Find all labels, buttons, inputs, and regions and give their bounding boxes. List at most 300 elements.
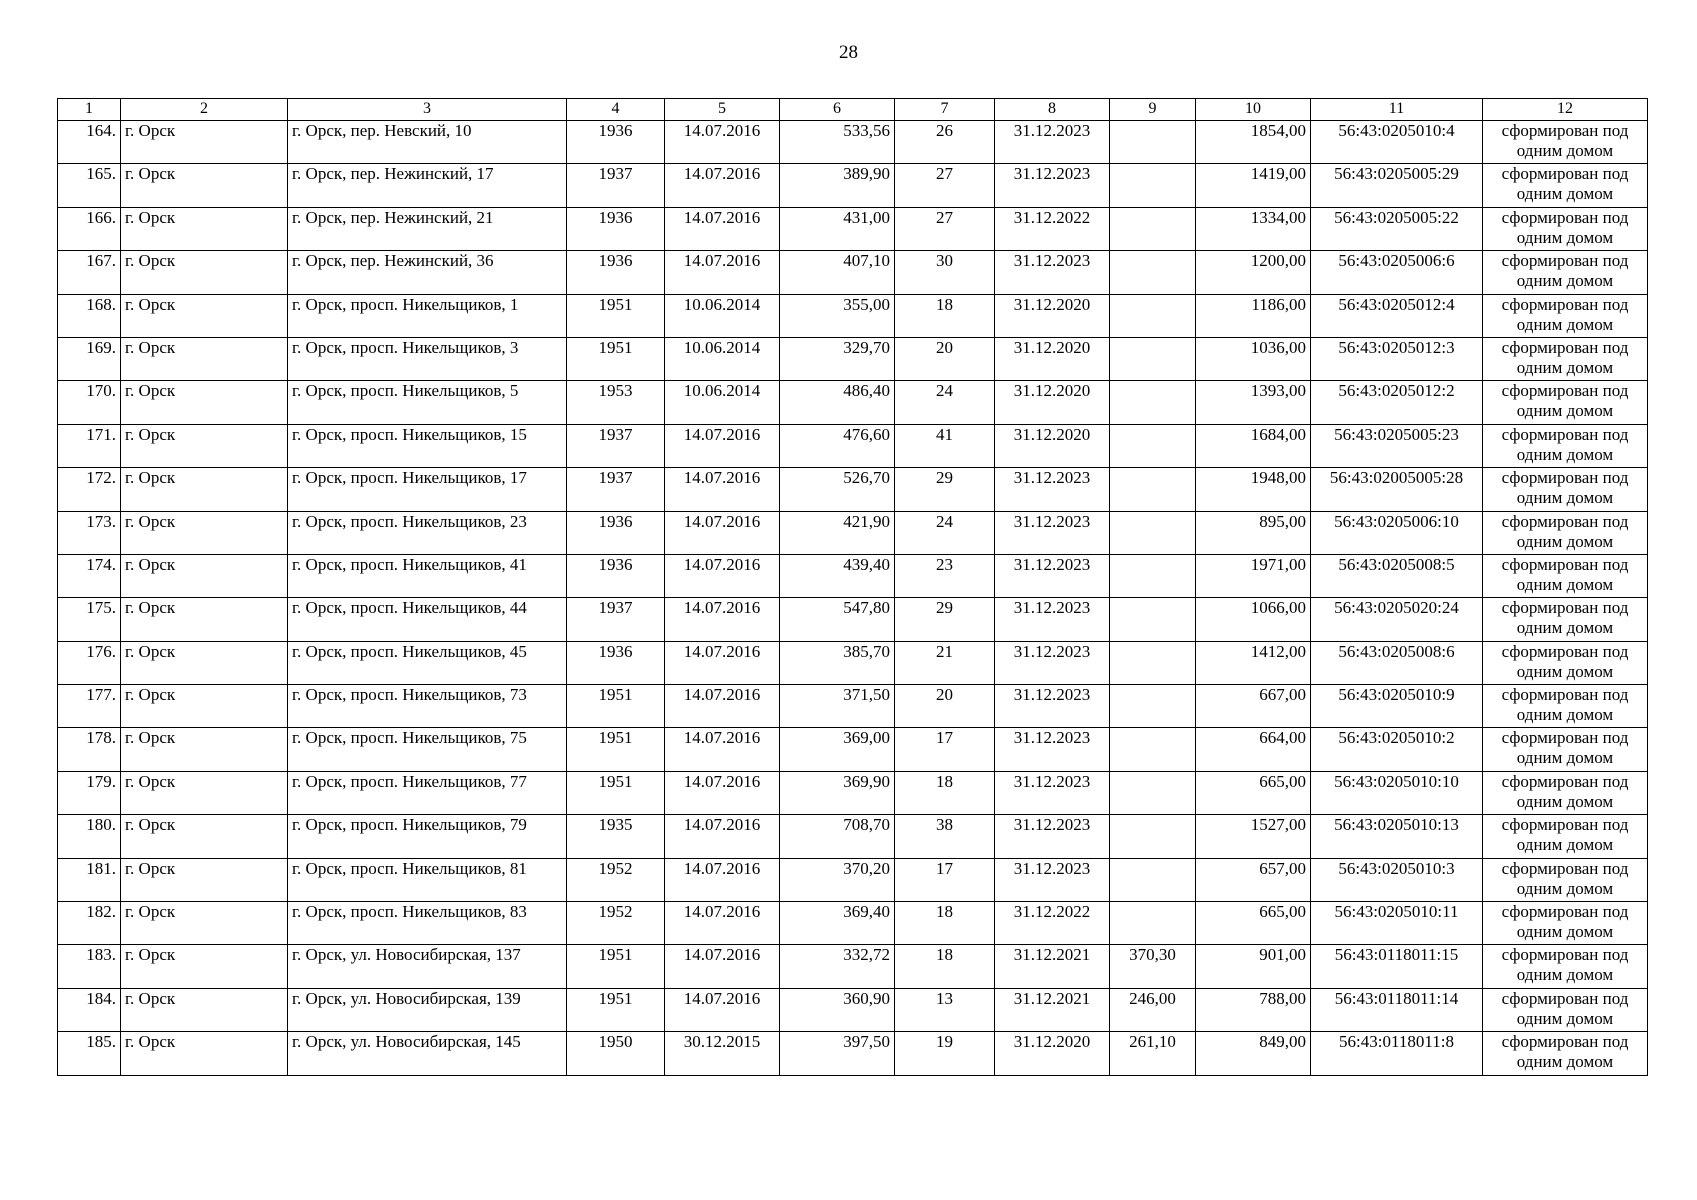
- year-cell: 1951: [567, 294, 665, 337]
- year-cell: 1953: [567, 381, 665, 424]
- column-header-3: 3: [288, 99, 567, 121]
- row-number-cell: 168.: [58, 294, 121, 337]
- year-cell: 1936: [567, 554, 665, 597]
- note-line-1: сформирован под: [1501, 468, 1629, 488]
- area-cell: 439,40: [780, 554, 895, 597]
- year-cell: 1952: [567, 902, 665, 945]
- address-cell: г. Орск, просп. Никельщиков, 5: [288, 381, 567, 424]
- note-line-2: одним домом: [1516, 1052, 1614, 1072]
- address-cell: г. Орск, пер. Нежинский, 36: [288, 251, 567, 294]
- note-line-1: сформирован под: [1501, 598, 1629, 618]
- area2-cell: [1110, 424, 1196, 467]
- year-cell: 1936: [567, 207, 665, 250]
- area2-cell: [1110, 207, 1196, 250]
- city-cell: г. Орск: [121, 858, 288, 901]
- note-line-2: одним домом: [1516, 618, 1614, 638]
- area2-cell: [1110, 121, 1196, 164]
- area-cell: 533,56: [780, 121, 895, 164]
- cadastral-number-cell: 56:43:0205010:13: [1311, 815, 1483, 858]
- area-cell: 486,40: [780, 381, 895, 424]
- table-row: [58, 771, 1648, 814]
- term-date-cell: 31.12.2023: [995, 598, 1110, 641]
- address-cell: г. Орск, ул. Новосибирская, 139: [288, 988, 567, 1031]
- count-cell: 18: [895, 771, 995, 814]
- cadastral-number-cell: 56:43:0205008:5: [1311, 554, 1483, 597]
- column-header-7: 7: [895, 99, 995, 121]
- note-cell: [1483, 988, 1648, 1031]
- row-number-cell: 178.: [58, 728, 121, 771]
- area2-cell: [1110, 598, 1196, 641]
- note-line-2: одним домом: [1516, 748, 1614, 768]
- cadastral-number-cell: 56:43:0205012:4: [1311, 294, 1483, 337]
- row-number-cell: 176.: [58, 641, 121, 684]
- term-date-cell: 31.12.2023: [995, 815, 1110, 858]
- cadastral-number-cell: 56:43:0205005:29: [1311, 164, 1483, 207]
- year-cell: 1951: [567, 988, 665, 1031]
- date-cell: 14.07.2016: [665, 554, 780, 597]
- note-line-1: сформирован под: [1501, 858, 1629, 878]
- city-cell: г. Орск: [121, 1032, 288, 1075]
- note-line-2: одним домом: [1516, 227, 1614, 247]
- count-cell: 29: [895, 468, 995, 511]
- note-line-1: сформирован под: [1501, 641, 1629, 661]
- date-cell: 14.07.2016: [665, 424, 780, 467]
- term-date-cell: 31.12.2023: [995, 641, 1110, 684]
- land-area-cell: 901,00: [1196, 945, 1311, 988]
- note-line-2: одним домом: [1516, 444, 1614, 464]
- city-cell: г. Орск: [121, 511, 288, 554]
- land-area-cell: 1334,00: [1196, 207, 1311, 250]
- term-date-cell: 31.12.2022: [995, 902, 1110, 945]
- row-number-cell: 180.: [58, 815, 121, 858]
- date-cell: 14.07.2016: [665, 641, 780, 684]
- area-cell: 371,50: [780, 685, 895, 728]
- term-date-cell: 31.12.2022: [995, 207, 1110, 250]
- note-cell: [1483, 598, 1648, 641]
- count-cell: 30: [895, 251, 995, 294]
- row-number-cell: 172.: [58, 468, 121, 511]
- land-area-cell: 895,00: [1196, 511, 1311, 554]
- city-cell: г. Орск: [121, 988, 288, 1031]
- note-cell: [1483, 945, 1648, 988]
- land-area-cell: 657,00: [1196, 858, 1311, 901]
- land-area-cell: 1036,00: [1196, 337, 1311, 380]
- note-cell: [1483, 294, 1648, 337]
- address-cell: г. Орск, просп. Никельщиков, 15: [288, 424, 567, 467]
- area-cell: 360,90: [780, 988, 895, 1031]
- note-cell: [1483, 121, 1648, 164]
- count-cell: 41: [895, 424, 995, 467]
- note-line-1: сформирован под: [1501, 337, 1629, 357]
- column-header-11: 11: [1311, 99, 1483, 121]
- cadastral-number-cell: 56:43:0205012:2: [1311, 381, 1483, 424]
- year-cell: 1936: [567, 641, 665, 684]
- term-date-cell: 31.12.2020: [995, 424, 1110, 467]
- year-cell: 1935: [567, 815, 665, 858]
- city-cell: г. Орск: [121, 337, 288, 380]
- note-line-2: одним домом: [1516, 141, 1614, 160]
- table-row: [58, 685, 1648, 728]
- note-cell: [1483, 381, 1648, 424]
- note-line-1: сформирован под: [1501, 381, 1629, 401]
- city-cell: г. Орск: [121, 121, 288, 164]
- date-cell: 30.12.2015: [665, 1032, 780, 1075]
- column-header-1: 1: [58, 99, 121, 121]
- date-cell: 10.06.2014: [665, 337, 780, 380]
- cadastral-number-cell: 56:43:0205005:22: [1311, 207, 1483, 250]
- row-number-cell: 185.: [58, 1032, 121, 1075]
- city-cell: г. Орск: [121, 381, 288, 424]
- address-cell: г. Орск, просп. Никельщиков, 79: [288, 815, 567, 858]
- area2-cell: [1110, 728, 1196, 771]
- note-cell: [1483, 511, 1648, 554]
- row-number-cell: 167.: [58, 251, 121, 294]
- address-cell: г. Орск, просп. Никельщиков, 17: [288, 468, 567, 511]
- city-cell: г. Орск: [121, 902, 288, 945]
- area-cell: 476,60: [780, 424, 895, 467]
- count-cell: 23: [895, 554, 995, 597]
- date-cell: 14.07.2016: [665, 945, 780, 988]
- note-cell: [1483, 771, 1648, 814]
- note-cell: [1483, 815, 1648, 858]
- term-date-cell: 31.12.2020: [995, 1032, 1110, 1075]
- address-cell: г. Орск, ул. Новосибирская, 137: [288, 945, 567, 988]
- term-date-cell: 31.12.2021: [995, 988, 1110, 1031]
- area-cell: 397,50: [780, 1032, 895, 1075]
- term-date-cell: 31.12.2023: [995, 251, 1110, 294]
- note-line-2: одним домом: [1516, 1008, 1614, 1028]
- land-area-cell: 1419,00: [1196, 164, 1311, 207]
- address-cell: г. Орск, пер. Нежинский, 21: [288, 207, 567, 250]
- address-cell: г. Орск, просп. Никельщиков, 75: [288, 728, 567, 771]
- date-cell: 14.07.2016: [665, 988, 780, 1031]
- note-cell: [1483, 641, 1648, 684]
- land-area-cell: 665,00: [1196, 771, 1311, 814]
- area2-cell: [1110, 902, 1196, 945]
- address-cell: г. Орск, просп. Никельщиков, 44: [288, 598, 567, 641]
- address-cell: г. Орск, просп. Никельщиков, 73: [288, 685, 567, 728]
- note-line-1: сформирован под: [1501, 294, 1629, 314]
- address-cell: г. Орск, просп. Никельщиков, 1: [288, 294, 567, 337]
- row-number-cell: 165.: [58, 164, 121, 207]
- table-row: [58, 424, 1648, 467]
- count-cell: 18: [895, 902, 995, 945]
- year-cell: 1951: [567, 771, 665, 814]
- area2-cell: 261,10: [1110, 1032, 1196, 1075]
- note-cell: [1483, 685, 1648, 728]
- area-cell: 526,70: [780, 468, 895, 511]
- cadastral-number-cell: 56:43:0205010:9: [1311, 685, 1483, 728]
- city-cell: г. Орск: [121, 771, 288, 814]
- note-cell: [1483, 468, 1648, 511]
- address-cell: г. Орск, просп. Никельщиков, 45: [288, 641, 567, 684]
- housing-register-table: [57, 98, 1648, 1076]
- column-header-4: 4: [567, 99, 665, 121]
- note-line-2: одним домом: [1516, 835, 1614, 855]
- table-row: [58, 381, 1648, 424]
- count-cell: 13: [895, 988, 995, 1031]
- table-row: [58, 815, 1648, 858]
- term-date-cell: 31.12.2023: [995, 121, 1110, 164]
- area-cell: 329,70: [780, 337, 895, 380]
- year-cell: 1951: [567, 728, 665, 771]
- note-cell: [1483, 728, 1648, 771]
- cadastral-number-cell: 56:43:0118011:15: [1311, 945, 1483, 988]
- land-area-cell: 1066,00: [1196, 598, 1311, 641]
- row-number-cell: 169.: [58, 337, 121, 380]
- city-cell: г. Орск: [121, 554, 288, 597]
- date-cell: 14.07.2016: [665, 207, 780, 250]
- land-area-cell: 667,00: [1196, 685, 1311, 728]
- count-cell: 17: [895, 728, 995, 771]
- cadastral-number-cell: 56:43:0205006:10: [1311, 511, 1483, 554]
- row-number-cell: 184.: [58, 988, 121, 1031]
- row-number-cell: 171.: [58, 424, 121, 467]
- area-cell: 421,90: [780, 511, 895, 554]
- term-date-cell: 31.12.2020: [995, 294, 1110, 337]
- note-line-1: сформирован под: [1501, 815, 1629, 835]
- address-cell: г. Орск, просп. Никельщиков, 83: [288, 902, 567, 945]
- column-header-12: 12: [1483, 99, 1648, 121]
- land-area-cell: 1200,00: [1196, 251, 1311, 294]
- table-row: [58, 294, 1648, 337]
- row-number-cell: 175.: [58, 598, 121, 641]
- note-cell: [1483, 1032, 1648, 1075]
- table-row: [58, 988, 1648, 1031]
- table-row: [58, 468, 1648, 511]
- count-cell: 18: [895, 294, 995, 337]
- area-cell: 407,10: [780, 251, 895, 294]
- date-cell: 10.06.2014: [665, 381, 780, 424]
- note-cell: [1483, 858, 1648, 901]
- note-cell: [1483, 902, 1648, 945]
- date-cell: 14.07.2016: [665, 858, 780, 901]
- note-cell: [1483, 251, 1648, 294]
- term-date-cell: 31.12.2023: [995, 771, 1110, 814]
- column-header-5: 5: [665, 99, 780, 121]
- row-number-cell: 181.: [58, 858, 121, 901]
- table-row: [58, 902, 1648, 945]
- row-number-cell: 177.: [58, 685, 121, 728]
- note-line-1: сформирован под: [1501, 207, 1629, 227]
- note-line-1: сформирован под: [1501, 728, 1629, 748]
- land-area-cell: 1412,00: [1196, 641, 1311, 684]
- count-cell: 21: [895, 641, 995, 684]
- date-cell: 14.07.2016: [665, 121, 780, 164]
- count-cell: 27: [895, 164, 995, 207]
- area2-cell: [1110, 294, 1196, 337]
- address-cell: г. Орск, ул. Новосибирская, 145: [288, 1032, 567, 1075]
- term-date-cell: 31.12.2023: [995, 685, 1110, 728]
- count-cell: 19: [895, 1032, 995, 1075]
- land-area-cell: 1948,00: [1196, 468, 1311, 511]
- note-line-1: сформирован под: [1501, 424, 1629, 444]
- area2-cell: [1110, 554, 1196, 597]
- city-cell: г. Орск: [121, 641, 288, 684]
- year-cell: 1937: [567, 164, 665, 207]
- table-row: [58, 728, 1648, 771]
- column-header-6: 6: [780, 99, 895, 121]
- area-cell: 355,00: [780, 294, 895, 337]
- count-cell: 24: [895, 511, 995, 554]
- note-line-2: одним домом: [1516, 184, 1614, 204]
- table-row: [58, 554, 1648, 597]
- note-line-2: одним домом: [1516, 922, 1614, 942]
- area-cell: 431,00: [780, 207, 895, 250]
- year-cell: 1936: [567, 251, 665, 294]
- area2-cell: [1110, 381, 1196, 424]
- page-number: 28: [839, 42, 858, 63]
- table-row: [58, 337, 1648, 380]
- note-line-2: одним домом: [1516, 488, 1614, 508]
- count-cell: 17: [895, 858, 995, 901]
- city-cell: г. Орск: [121, 294, 288, 337]
- city-cell: г. Орск: [121, 945, 288, 988]
- note-line-2: одним домом: [1516, 271, 1614, 291]
- land-area-cell: 1186,00: [1196, 294, 1311, 337]
- row-number-cell: 170.: [58, 381, 121, 424]
- city-cell: г. Орск: [121, 468, 288, 511]
- row-number-cell: 182.: [58, 902, 121, 945]
- address-cell: г. Орск, просп. Никельщиков, 3: [288, 337, 567, 380]
- area-cell: 547,80: [780, 598, 895, 641]
- count-cell: 29: [895, 598, 995, 641]
- date-cell: 14.07.2016: [665, 685, 780, 728]
- note-line-1: сформирован под: [1501, 164, 1629, 184]
- cadastral-number-cell: 56:43:0205010:3: [1311, 858, 1483, 901]
- note-line-1: сформирован под: [1501, 251, 1629, 271]
- cadastral-number-cell: 56:43:0205020:24: [1311, 598, 1483, 641]
- table-row: [58, 164, 1648, 207]
- city-cell: г. Орск: [121, 251, 288, 294]
- term-date-cell: 31.12.2020: [995, 337, 1110, 380]
- cadastral-number-cell: 56:43:0205010:4: [1311, 121, 1483, 164]
- row-number-cell: 174.: [58, 554, 121, 597]
- note-cell: [1483, 424, 1648, 467]
- address-cell: г. Орск, просп. Никельщиков, 23: [288, 511, 567, 554]
- note-line-2: одним домом: [1516, 661, 1614, 681]
- note-line-2: одним домом: [1516, 878, 1614, 898]
- term-date-cell: 31.12.2023: [995, 554, 1110, 597]
- area2-cell: [1110, 858, 1196, 901]
- address-cell: г. Орск, просп. Никельщиков, 77: [288, 771, 567, 814]
- column-header-9: 9: [1110, 99, 1196, 121]
- area-cell: 332,72: [780, 945, 895, 988]
- land-area-cell: 1393,00: [1196, 381, 1311, 424]
- land-area-cell: 1527,00: [1196, 815, 1311, 858]
- area2-cell: 246,00: [1110, 988, 1196, 1031]
- count-cell: 20: [895, 337, 995, 380]
- land-area-cell: 665,00: [1196, 902, 1311, 945]
- year-cell: 1936: [567, 121, 665, 164]
- address-cell: г. Орск, просп. Никельщиков, 41: [288, 554, 567, 597]
- note-line-2: одним домом: [1516, 965, 1614, 985]
- count-cell: 18: [895, 945, 995, 988]
- cadastral-number-cell: 56:43:0205005:23: [1311, 424, 1483, 467]
- table-row: [58, 1032, 1648, 1075]
- city-cell: г. Орск: [121, 728, 288, 771]
- column-header-2: 2: [121, 99, 288, 121]
- table-row: [58, 207, 1648, 250]
- year-cell: 1951: [567, 337, 665, 380]
- date-cell: 14.07.2016: [665, 468, 780, 511]
- note-line-2: одним домом: [1516, 357, 1614, 377]
- note-line-1: сформирован под: [1501, 554, 1629, 574]
- area2-cell: [1110, 251, 1196, 294]
- year-cell: 1952: [567, 858, 665, 901]
- date-cell: 14.07.2016: [665, 902, 780, 945]
- table-row: [58, 251, 1648, 294]
- note-line-1: сформирован под: [1501, 945, 1629, 965]
- table-row: [58, 945, 1648, 988]
- year-cell: 1937: [567, 598, 665, 641]
- address-cell: г. Орск, пер. Невский, 10: [288, 121, 567, 164]
- count-cell: 26: [895, 121, 995, 164]
- note-line-1: сформирован под: [1501, 121, 1629, 140]
- term-date-cell: 31.12.2023: [995, 164, 1110, 207]
- date-cell: 10.06.2014: [665, 294, 780, 337]
- date-cell: 14.07.2016: [665, 728, 780, 771]
- city-cell: г. Орск: [121, 685, 288, 728]
- area-cell: 389,90: [780, 164, 895, 207]
- land-area-cell: 788,00: [1196, 988, 1311, 1031]
- term-date-cell: 31.12.2023: [995, 728, 1110, 771]
- cadastral-number-cell: 56:43:0118011:8: [1311, 1032, 1483, 1075]
- area2-cell: [1110, 815, 1196, 858]
- area-cell: 708,70: [780, 815, 895, 858]
- column-header-8: 8: [995, 99, 1110, 121]
- year-cell: 1951: [567, 685, 665, 728]
- term-date-cell: 31.12.2021: [995, 945, 1110, 988]
- row-number-cell: 164.: [58, 121, 121, 164]
- table-row: [58, 641, 1648, 684]
- note-line-1: сформирован под: [1501, 511, 1629, 531]
- year-cell: 1936: [567, 511, 665, 554]
- note-line-1: сформирован под: [1501, 988, 1629, 1008]
- cadastral-number-cell: 56:43:0205010:10: [1311, 771, 1483, 814]
- row-number-cell: 183.: [58, 945, 121, 988]
- row-number-cell: 179.: [58, 771, 121, 814]
- note-line-1: сформирован под: [1501, 902, 1629, 922]
- cadastral-number-cell: 56:43:0205012:3: [1311, 337, 1483, 380]
- term-date-cell: 31.12.2020: [995, 381, 1110, 424]
- area-cell: 369,00: [780, 728, 895, 771]
- address-cell: г. Орск, просп. Никельщиков, 81: [288, 858, 567, 901]
- year-cell: 1950: [567, 1032, 665, 1075]
- land-area-cell: 1854,00: [1196, 121, 1311, 164]
- area2-cell: 370,30: [1110, 945, 1196, 988]
- table-row: [58, 121, 1648, 164]
- table-row: [58, 511, 1648, 554]
- note-line-2: одним домом: [1516, 401, 1614, 421]
- land-area-cell: 664,00: [1196, 728, 1311, 771]
- note-line-2: одним домом: [1516, 314, 1614, 334]
- row-number-cell: 166.: [58, 207, 121, 250]
- area2-cell: [1110, 468, 1196, 511]
- area-cell: 385,70: [780, 641, 895, 684]
- row-number-cell: 173.: [58, 511, 121, 554]
- area2-cell: [1110, 164, 1196, 207]
- city-cell: г. Орск: [121, 424, 288, 467]
- area2-cell: [1110, 771, 1196, 814]
- count-cell: 38: [895, 815, 995, 858]
- table-row: [58, 858, 1648, 901]
- table-row: [58, 598, 1648, 641]
- cadastral-number-cell: 56:43:0205010:11: [1311, 902, 1483, 945]
- note-line-1: сформирован под: [1501, 1032, 1629, 1052]
- city-cell: г. Орск: [121, 207, 288, 250]
- address-cell: г. Орск, пер. Нежинский, 17: [288, 164, 567, 207]
